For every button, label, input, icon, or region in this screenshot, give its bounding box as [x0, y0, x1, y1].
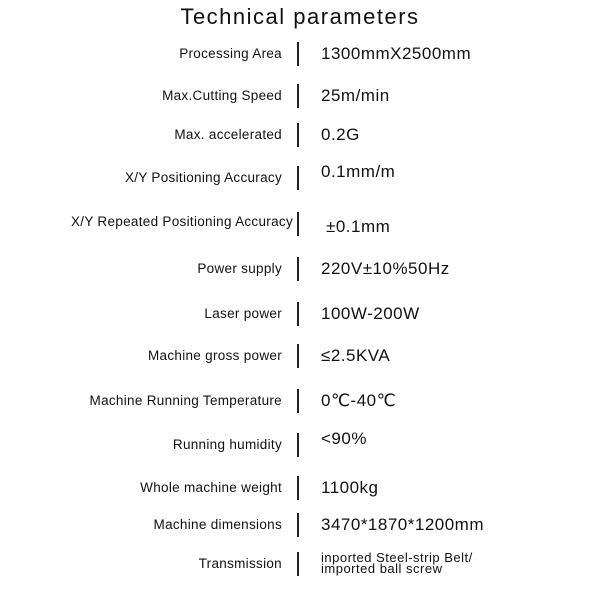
param-row-cutting-speed: [0, 81, 600, 111]
separator: [297, 476, 299, 500]
separator: [297, 302, 299, 326]
param-label: X/Y Repeated Positioning Accuracy: [70, 214, 293, 229]
param-row-machine-weight: [0, 473, 600, 503]
param-label: X/Y Positioning Accuracy: [124, 170, 282, 185]
param-row-laser-power: [0, 299, 600, 329]
param-value: 220V±10%50Hz: [321, 259, 450, 278]
separator: [297, 389, 299, 413]
param-value: ±0.1mm: [326, 217, 391, 236]
separator: [297, 552, 299, 576]
param-label: Laser power: [204, 306, 282, 321]
param-row-power-supply: [0, 254, 600, 284]
separator: [297, 344, 299, 368]
param-value: 1100kg: [321, 478, 379, 497]
separator: [297, 123, 299, 147]
param-row-running-humidity: [0, 430, 600, 460]
separator: [297, 84, 299, 108]
separator: [297, 513, 299, 537]
param-label: Transmission: [198, 556, 282, 571]
param-value: 1300mmX2500mm: [321, 44, 472, 63]
param-value: ≤2.5KVA: [321, 346, 391, 365]
param-label: Power supply: [197, 261, 282, 276]
separator: [297, 257, 299, 281]
param-label: Max. accelerated: [174, 127, 282, 142]
param-value: 25m/min: [321, 86, 390, 105]
param-row-transmission: [0, 549, 600, 579]
param-row-gross-power: [0, 341, 600, 371]
param-value: 100W-200W: [321, 304, 420, 323]
param-row-processing-area: [0, 39, 600, 69]
param-label: Running humidity: [172, 437, 282, 452]
param-value: 3470*1870*1200mm: [321, 515, 485, 534]
separator: [297, 433, 299, 457]
param-row-running-temperature: [0, 386, 600, 416]
param-label: Processing Area: [179, 46, 282, 61]
separator: [297, 166, 299, 190]
param-label: Machine gross power: [147, 348, 282, 363]
param-row-accelerated: [0, 120, 600, 150]
separator: [297, 42, 299, 66]
separator: [297, 212, 299, 236]
param-label: Machine Running Temperature: [89, 393, 282, 408]
param-value: 0.2G: [321, 125, 360, 144]
param-label: Machine dimensions: [153, 517, 282, 532]
param-value-line1: inported Steel-strip Belt/: [321, 550, 473, 565]
param-row-repeated-accuracy: [0, 209, 600, 239]
param-row-positioning-accuracy: [0, 163, 600, 193]
param-value: <90%: [321, 429, 367, 448]
param-value: 0℃-40℃: [321, 391, 397, 410]
param-value: 0.1mm/m: [321, 162, 396, 181]
page-title: Technical parameters: [180, 4, 420, 29]
param-value-line2: imported ball screw: [321, 561, 443, 576]
param-row-machine-dimensions: [0, 510, 600, 540]
param-label: Max.Cutting Speed: [162, 88, 282, 103]
param-label: Whole machine weight: [140, 480, 282, 495]
